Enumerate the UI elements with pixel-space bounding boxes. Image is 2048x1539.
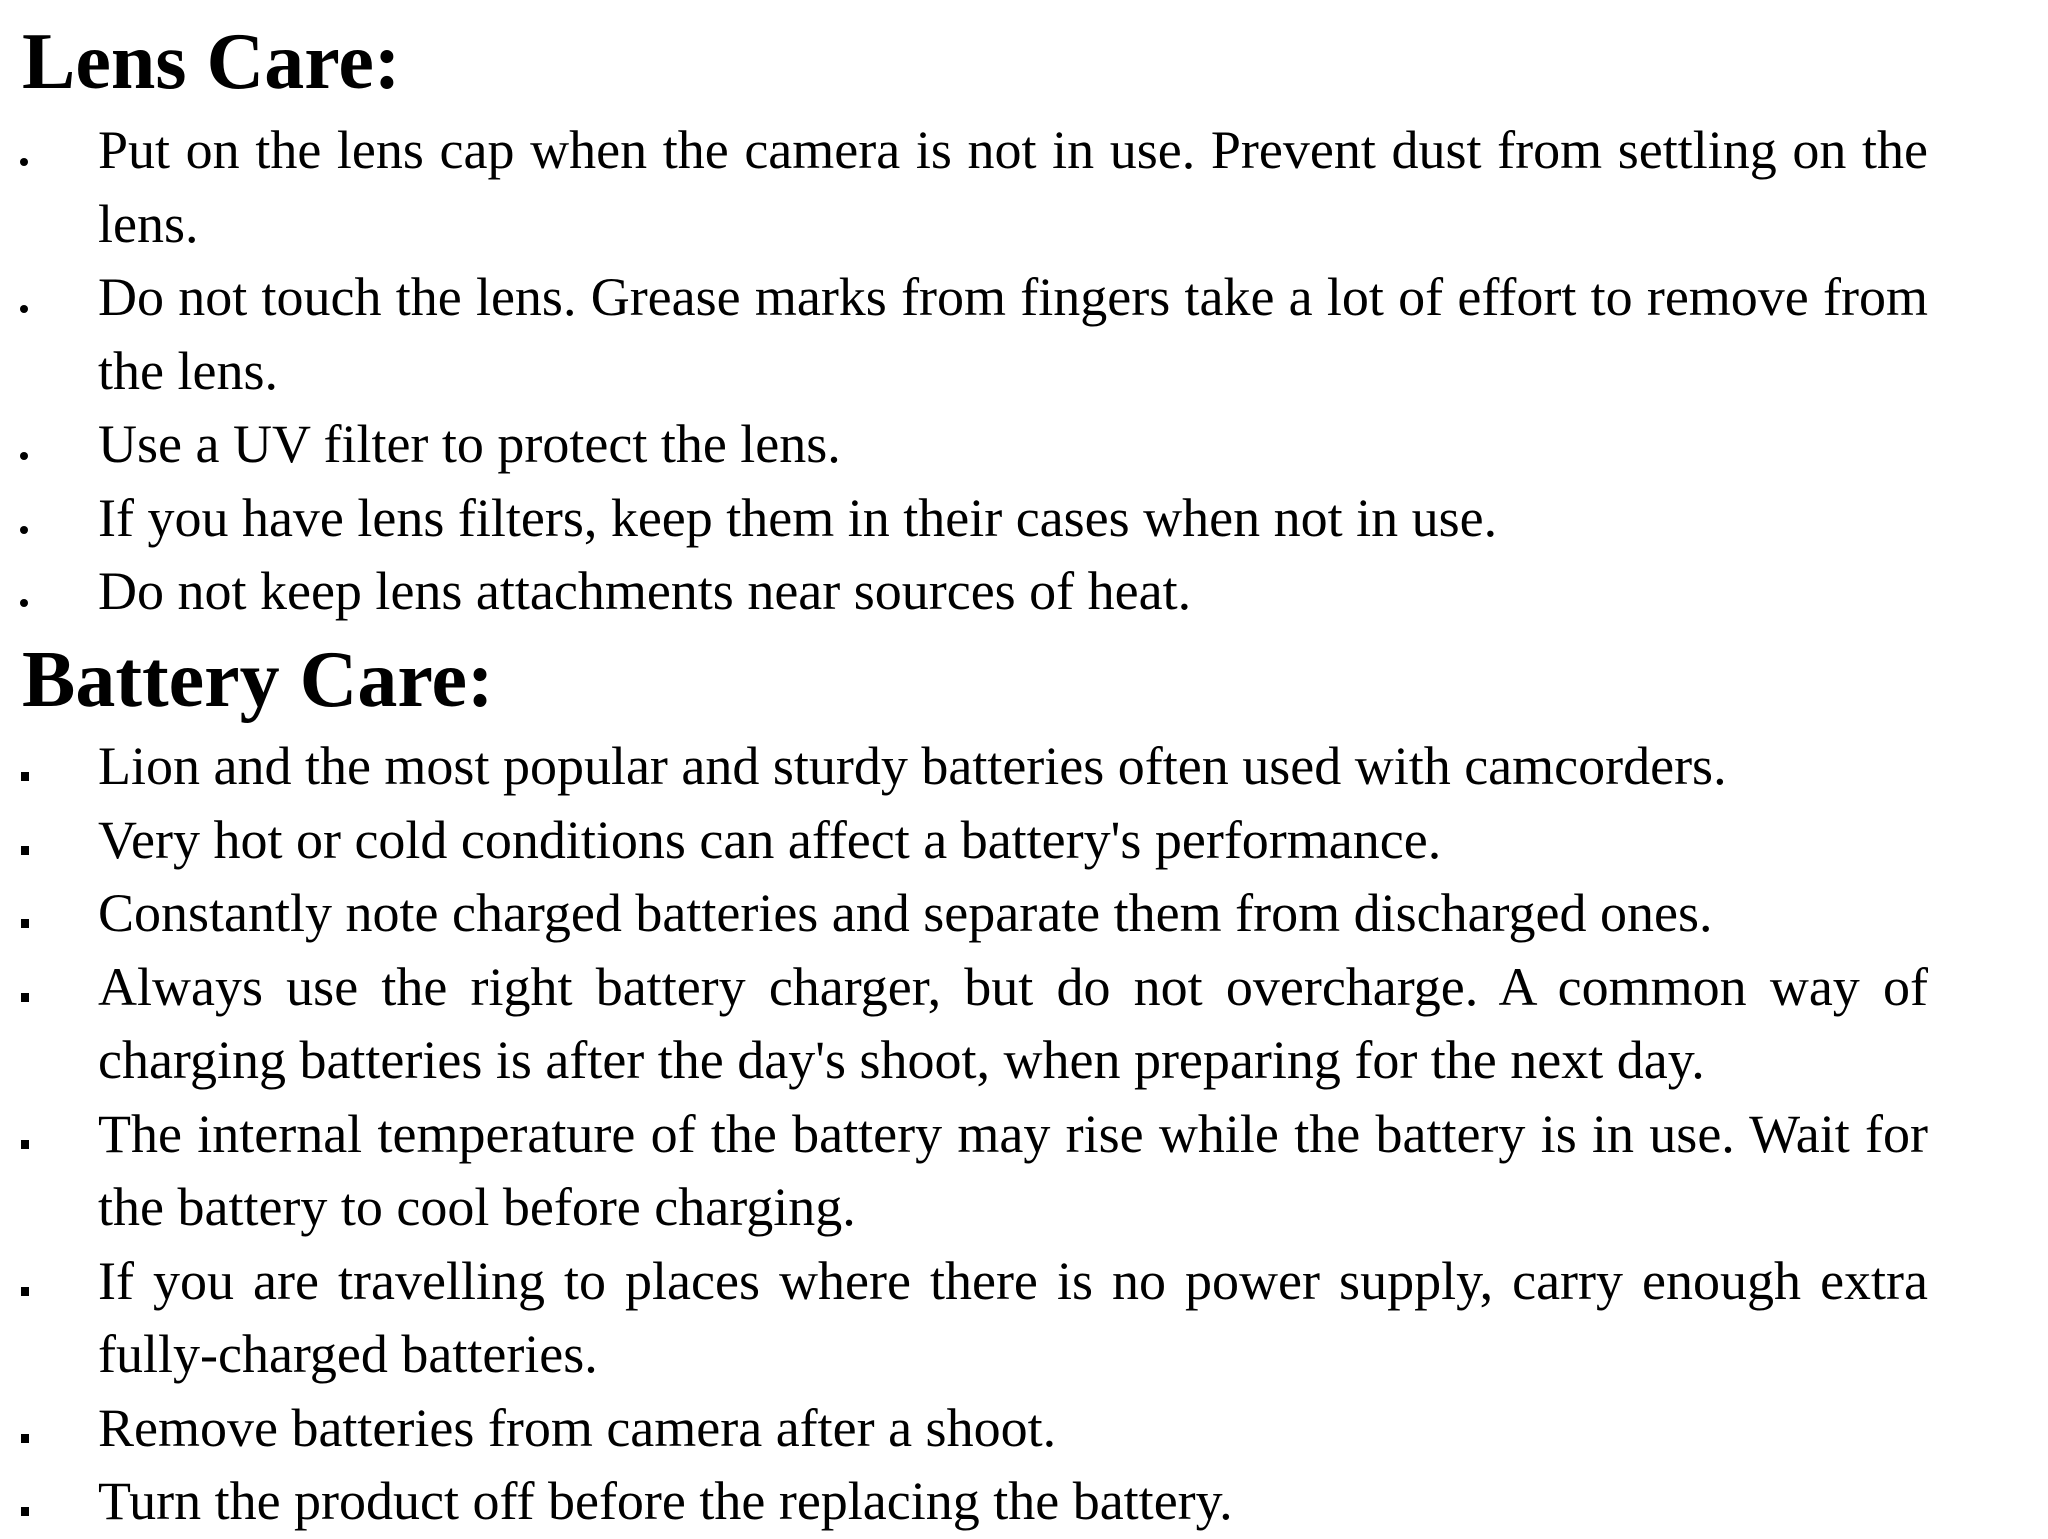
square-bullet-icon [21,1434,29,1443]
list-item [0,482,1928,556]
list-item-text: Always use the right battery charger, but do not overcharge. A common way of charging batteries is after the day's shoot, when preparing for the next day. [98,956,1928,1090]
list-item [0,804,1928,878]
round-bullet-icon [20,452,28,460]
list-item-text: Turn the product off before the replacing the battery. [98,1471,1233,1531]
list-item [0,1245,1928,1392]
list-item-text: The internal temperature of the battery may rise while the battery is in use. Wait for the battery to cool before charging. [98,1103,1928,1237]
list-item-text: Remove batteries from camera after a shoot. [98,1397,1057,1458]
list-item-text: If you are travelling to places where there is no power supply, carry enough extra fully-charged batteries. [98,1250,1928,1384]
list-item-text: Constantly note charged batteries and separate them from discharged ones. [98,883,1713,943]
square-bullet-icon [21,1507,29,1516]
list-item [0,951,1928,1098]
lens-care-heading: Lens Care: [22,18,401,106]
battery-care-list [0,730,2048,1539]
list-item-text: If you have lens filters, keep them in their cases when not in use. [98,487,1498,548]
list-item [0,877,1928,951]
list-item-text: Very hot or cold conditions can affect a battery's performance. [98,809,1442,870]
list-item [0,408,1928,482]
list-item-text: Use a UV filter to protect the lens. [98,414,841,474]
square-bullet-icon [21,993,29,1002]
list-item [0,1098,1928,1245]
square-bullet-icon [21,846,29,855]
round-bullet-icon [20,526,28,534]
list-item-text: Do not keep lens attachments near sources of heat. [98,561,1192,621]
list-item [0,730,1928,804]
square-bullet-icon [21,1140,29,1149]
square-bullet-icon [21,772,29,781]
lens-care-list [0,114,2048,629]
list-item-text: Put on the lens cap when the camera is not in use. Prevent dust from settling on the lens. [98,120,1928,254]
round-bullet-icon [20,599,28,607]
list-item [0,1465,1928,1539]
list-item-text: Do not touch the lens. Grease marks from fingers take a lot of effort to remove from the lens. [98,267,1928,401]
list-item-text: Lion and the most popular and sturdy batteries often used with camcorders. [98,736,1727,796]
list-item [0,555,1928,629]
round-bullet-icon [20,158,28,166]
list-item [0,1392,1928,1466]
round-bullet-icon [20,305,28,313]
square-bullet-icon [21,919,29,928]
battery-care-heading: Battery Care: [22,636,494,724]
list-item [0,261,1928,408]
list-item [0,114,1928,261]
square-bullet-icon [21,1287,29,1296]
